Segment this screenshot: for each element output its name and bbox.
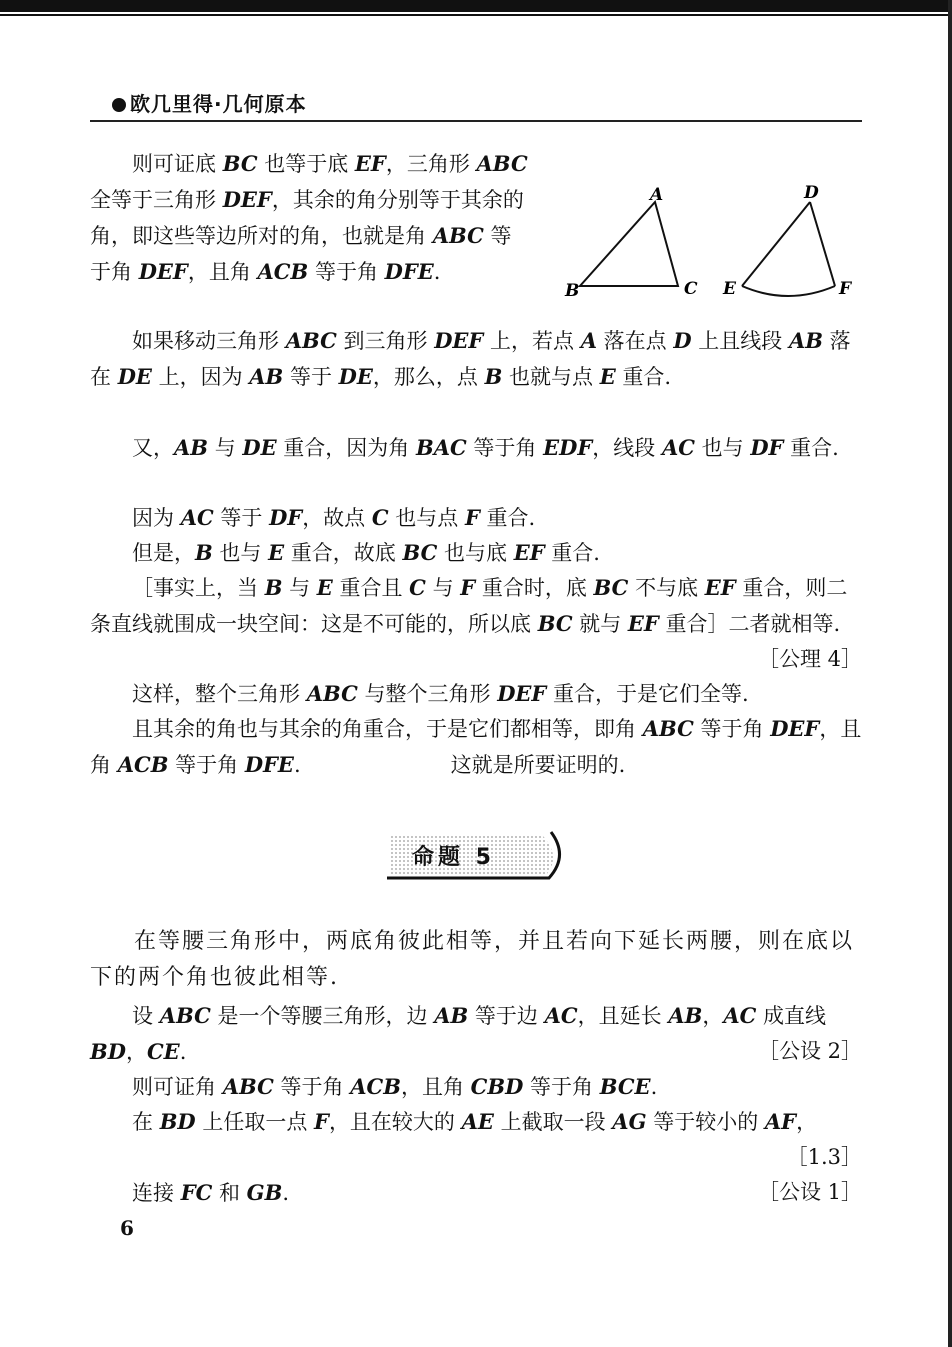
- triangles-figure: [560, 180, 860, 310]
- proof-paragraph-3: 又，AB 与 DE 重合，因为角 BAC 等于角 EDF，线段 AC 也与 DF 重合.: [132, 435, 839, 460]
- label-a: A: [650, 185, 664, 205]
- proof-paragraph-7: 这样，整个三角形 ABC 与整个三角形 DEF 重合，于是它们全等.: [132, 681, 749, 706]
- proposition-statement: 在等腰三角形中，两底角彼此相等，并且若向下延长两腰，则在底以下的两个角也彼此相等.: [90, 929, 855, 990]
- proof-paragraph-6: ［事实上，当 B 与 E 重合且 C 与 F 重合时，底 BC 不与底 EF 重合，则二条直线就围成一块空间：这是不可能的，所以底 BC 就与 EF 重合］二者就相等. ［公理 4］: [90, 570, 862, 677]
- proof-paragraph-8: 且其余的角也与其余的角重合，于是它们都相等，即角 ABC 等于角 DEF，且角 ACB 等于角 DFE. 这就是所要证明的.: [90, 716, 862, 777]
- header-rule: [90, 120, 862, 122]
- proposition-paragraph-2: 则可证角 ABC 等于角 ACB，且角 CBD 等于角 BCE.: [132, 1074, 658, 1099]
- page-number: 6: [120, 1216, 134, 1240]
- curved-base-ef: [742, 286, 835, 296]
- label-e: E: [723, 279, 736, 299]
- proposition-reference-1-3: ［1.3］: [786, 1145, 862, 1169]
- side-df: [810, 202, 835, 286]
- proposition-label: 命题 5: [412, 845, 495, 870]
- proposition-paragraph-1: 设 ABC 是一个等腰三角形，边 AB 等于边 AC，且延长 AB，AC 成直线 BD，CE. ［公设 2］: [90, 998, 862, 1070]
- top-border-thin: [0, 14, 952, 16]
- proof-paragraph-2: 如果移动三角形 ABC 到三角形 DEF 上，若点 A 落在点 D 上且线段 AB 落在 DE 上，因为 AB 等于 DE，那么，点 B 也就与点 E 重合.: [90, 328, 851, 389]
- header-title: 欧几里得·几何原本: [130, 92, 307, 116]
- postulate-reference-1: ［公设 1］: [757, 1180, 862, 1204]
- label-d: D: [804, 183, 819, 203]
- triangle-abc: [580, 202, 678, 286]
- right-edge: [948, 0, 952, 1347]
- bullet-icon: [112, 98, 126, 112]
- proposition-paragraph-3: 在 BD 上任取一点 F，且在较大的 AE 上截取一段 AG 等于较小的 AF， ［1.3］: [90, 1104, 862, 1175]
- proof-paragraph-1: 则可证底 BC 也等于底 EF，三角形 ABC 全等于三角形 DEF，其余的角分别等于其余的角，即这些等边所对的角，也就是角 ABC 等于角 DEF，且角 ACB 等于角 DFE.: [90, 151, 528, 284]
- top-border: [0, 0, 952, 12]
- axiom-reference: ［公理 4］: [757, 647, 862, 671]
- label-c: C: [684, 279, 698, 299]
- label-b: B: [565, 281, 580, 301]
- proposition-paragraph-4: 连接 FC 和 GB. ［公设 1］: [90, 1175, 862, 1211]
- side-de: [742, 202, 810, 286]
- label-f: F: [839, 279, 852, 299]
- qed-text: 这就是所要证明的.: [450, 753, 626, 777]
- proof-paragraph-4: 因为 AC 等于 DF，故点 C 也与点 F 重合.: [132, 505, 536, 530]
- postulate-reference-2: ［公设 2］: [757, 1039, 862, 1063]
- proof-paragraph-5: 但是，B 也与 E 重合，故底 BC 也与底 EF 重合.: [132, 540, 600, 565]
- running-header: [112, 88, 307, 117]
